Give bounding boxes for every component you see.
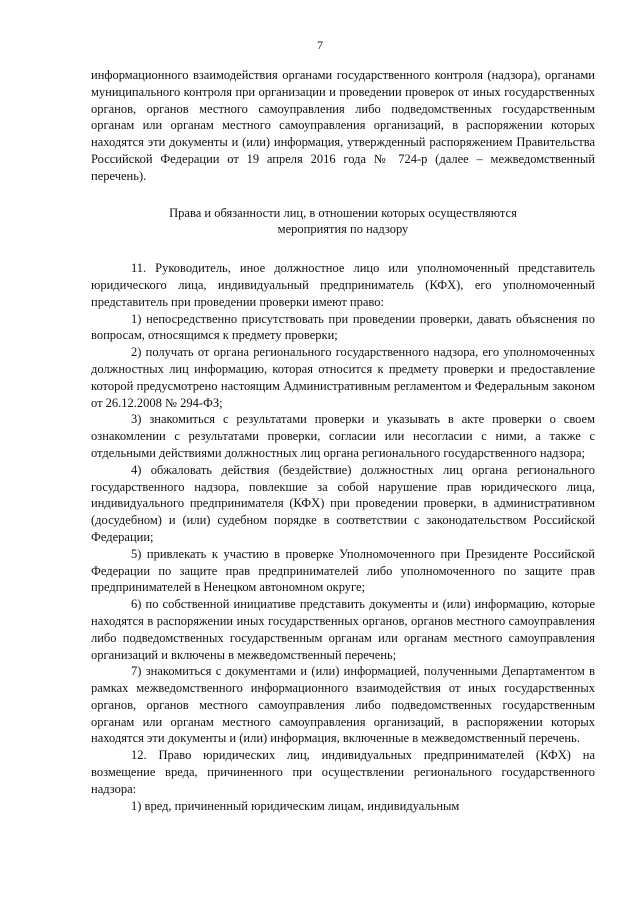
list-item-7: 7) знакомиться с документами и (или) информацией, полученными Департаментом в рамках межведомственного информационного взаимодействия от иных государственных органов, органов местного самоуправления либо подведомственных государственным органам или органам местного самоуправления организаций, в распоряжении которых находятся эти документы и (или) информация, включенные в межведомственный перечень. bbox=[91, 664, 595, 746]
list-item-6: 6) по собственной инициативе представить документы и (или) информацию, которые находятся в распоряжении иных государственных органов, органов местного самоуправления либо подведомственных государственным органам или органам местного самоуправления организаций и включены в межведомственный перечень; bbox=[91, 597, 595, 662]
point-12-item-1: 1) вред, причиненный юридическим лицам, индивидуальным bbox=[131, 798, 460, 813]
list-item-4: 4) обжаловать действия (бездействие) должностных лиц органа регионального государственного надзора, повлекшие за собой нарушение прав юридического лица, индивидуального предпринимателя (КФХ) при проведении проверки, в административном (досудебном) и (или) судебном порядке в соответствии с законодательством Российской Федерации; bbox=[91, 462, 595, 544]
section-heading-line-2: мероприятия по надзору bbox=[277, 222, 409, 237]
page-number: 7 bbox=[317, 38, 323, 52]
list-item-3: 3) знакомиться с результатами проверки и указывать в акте проверки о своем ознакомлении с результатами проверки, согласии или несогласии с ними, а также с отдельными действиями должностных лиц органа регионального государственного надзора; bbox=[91, 412, 595, 460]
section-heading-line-1: Права и обязанности лиц, в отношении которых осуществляются bbox=[169, 205, 517, 220]
paragraph-point-12: 12. Право юридических лиц, индивидуальных предпринимателей (КФХ) на возмещение вреда, причиненного при осуществлении регионального государственного надзора: bbox=[91, 748, 595, 796]
document-body bbox=[91, 67, 595, 814]
list-item-1: 1) непосредственно присутствовать при проведении проверки, давать объяснения по вопросам, относящимся к предмету проверки; bbox=[91, 311, 595, 343]
paragraph-point-11: 11. Руководитель, иное должностное лицо или уполномоченный представитель юридического лица, индивидуальный предприниматель (КФХ), его уполномоченный представитель при проведении проверки имеют право: bbox=[91, 261, 595, 309]
intro-paragraph: информационного взаимодействия органами государственного контроля (надзора), органами муниципального контроля при организации и проведении проверок от иных государственных органов, органов местного самоуправления либо подведомственных государственным органам или органам местного самоуправления организаций, в распоряжении которых находятся эти документы и (или) информация, утвержденный распоряжением Правительства Российской Федерации от 19 апреля 2016 года № 724-р (далее – межведомственный перечень). bbox=[91, 68, 595, 183]
section-heading bbox=[91, 205, 595, 239]
list-item-2: 2) получать от органа регионального государственного надзора, его уполномоченных должностных лиц информацию, которая относится к предмету проверки и предоставление которой предусмотрено настоящим Административным регламентом и Федеральным законом от 26.12.2008 № 294-ФЗ; bbox=[91, 345, 595, 410]
list-item-5: 5) привлекать к участию в проверке Уполномоченного при Президенте Российской Федерации по защите прав предпринимателей либо уполномоченного по защите прав предпринимателей в Ненецком автономном округе; bbox=[91, 546, 595, 595]
